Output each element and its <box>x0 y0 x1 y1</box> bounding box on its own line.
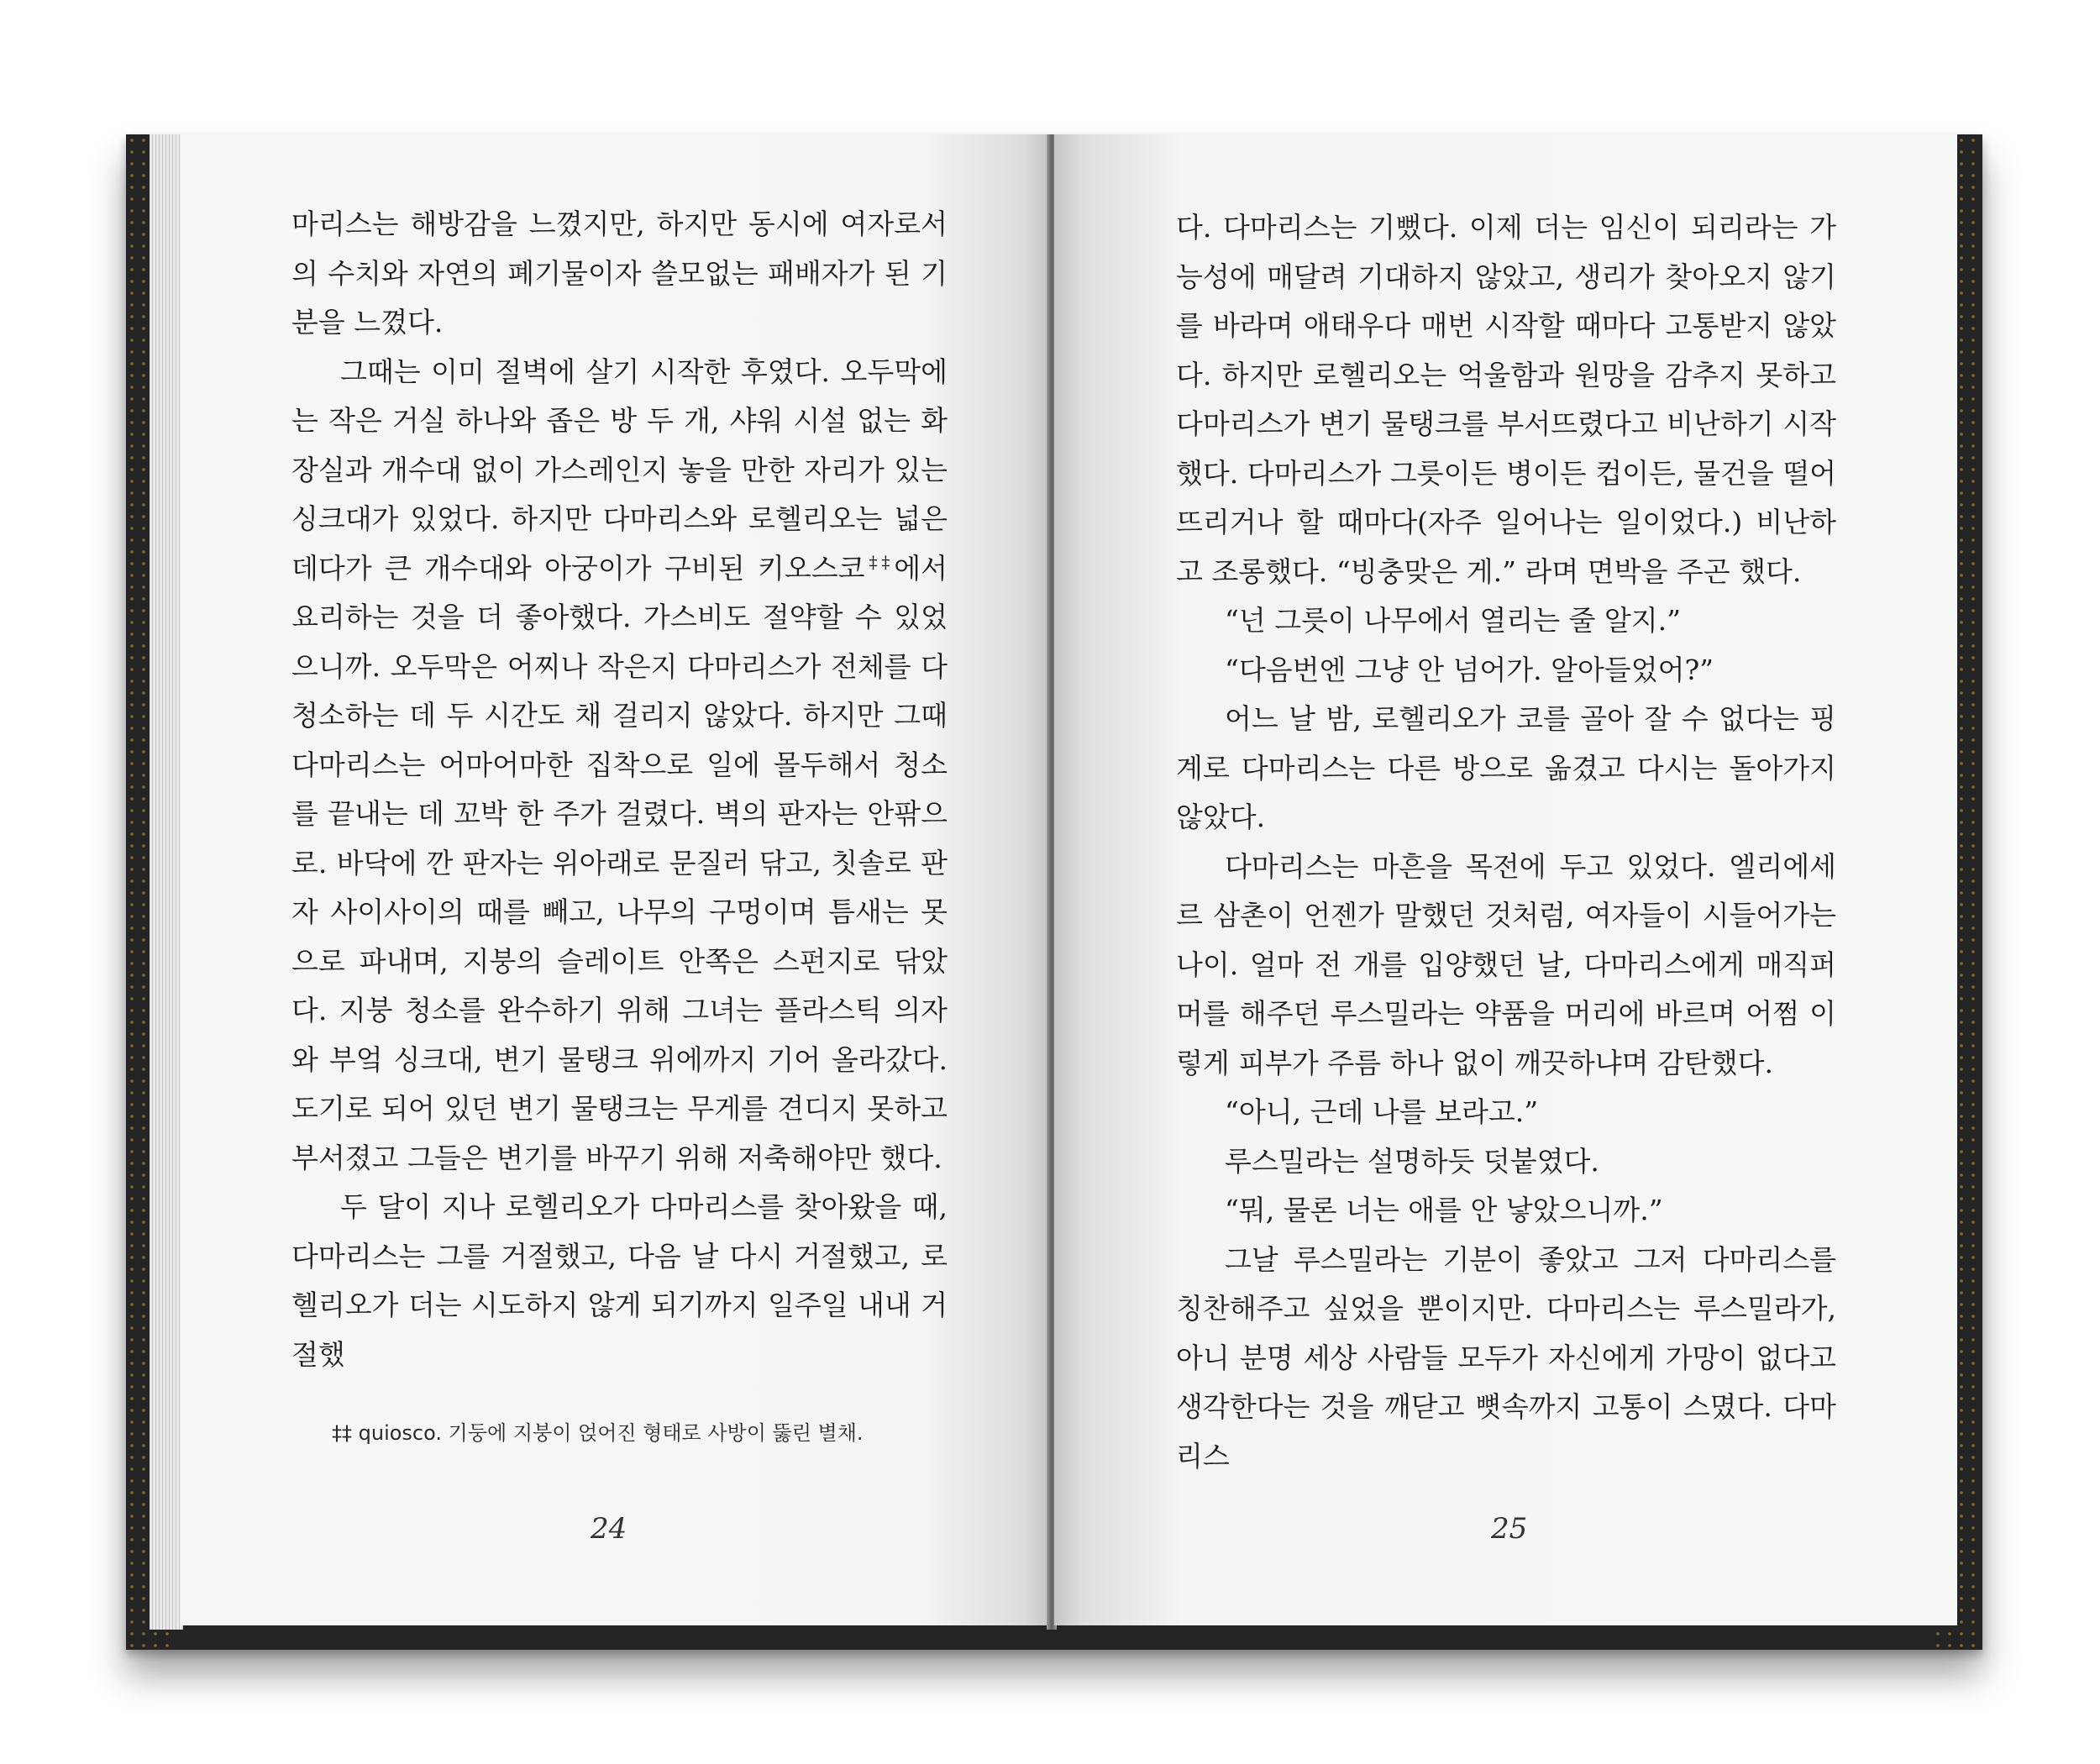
left-page <box>181 134 1050 1625</box>
right-page <box>1054 134 1957 1625</box>
page-number: 24 <box>591 1512 627 1546</box>
left-page-body <box>291 200 948 1379</box>
paragraph: “아니, 근데 나를 보라고.” <box>1225 1095 1539 1128</box>
paragraph: 어느 날 밤, 로헬리오가 코를 골아 잘 수 없다는 핑계로 다마리스는 다른 방으로 옮겼고 다시는 돌아가지 않았다. <box>1176 702 1836 833</box>
page-number: 25 <box>1491 1512 1528 1546</box>
paragraph: 루스밀라는 설명하듯 덧붙였다. <box>1225 1144 1599 1178</box>
paragraph: “뭐, 물론 너는 애를 안 낳았으니까.” <box>1225 1194 1663 1226</box>
footnote-marker: ‡‡ <box>864 551 895 572</box>
paragraph-text: 그때는 이미 절벽에 살기 시작한 후였다. 오두막에는 작은 거실 하나와 좁은 방 두 개, 샤워 시설 없는 화장실과 개수대 없이 가스레인지 놓을 만한 자리가 있는 싱크대가 있었다. 하지만 다마리스와 로헬리오는 넓은 데다가 큰 개수대와 아궁이가 구비된 키오스코 <box>291 354 948 585</box>
right-page-body <box>1176 203 1836 1481</box>
paragraph: 마리스는 해방감을 느꼈지만, 하지만 동시에 여자로서의 수치와 자연의 폐기물이자 쓸모없는 패배자가 된 기분을 느꼈다. <box>291 207 948 339</box>
paragraph: 그날 루스밀라는 기분이 좋았고 그저 다마리스를 칭찬해주고 싶었을 뿐이지만. 다마리스는 루스밀라가, 아니 분명 세상 사람들 모두가 자신에게 가망이 없다고 생각한다는 것을 깨닫고 뼛속까지 고통이 스몄다. 다마리스 <box>1176 1242 1836 1473</box>
paragraph: “넌 그릇이 나무에서 열리는 줄 알지.” <box>1225 604 1681 637</box>
paragraph-text: 에서 요리하는 것을 더 좋아했다. 가스비도 절약할 수 있었으니까. 오두막은 어찌나 작은지 다마리스가 전체를 다 청소하는 데 두 시간도 채 걸리지 않았다. 하지만 그때 다마리스는 어마어마한 집착으로 일에 몰두해서 청소를 끝내는 데 꼬박 한 주가 걸렸다. 벽의 판자는 안팎으로. 바닥에 깐 판자는 위아래로 문질러 닦고, 칫솔로 판자 사이사이의 때를 빼고, 나무의 구멍이며 틈새는 못으로 파내며, 지붕의 슬레이트 안쪽은 스펀지로 닦았다. 지붕 청소를 완수하기 위해 그녀는 플라스틱 의자와 부엌 싱크대, 변기 물탱크 위에까지 기어 올라갔다. 도기로 되어 있던 변기 물탱크는 무게를 견디지 못하고 부서졌고 그들은 변기를 바꾸기 위해 저축해야만 했다. <box>291 551 948 1174</box>
footnote: ‡‡ quiosco. 기둥에 지붕이 얹어진 형태로 사방이 뚫린 별채. <box>332 1421 864 1445</box>
paragraph <box>291 348 948 1184</box>
paragraph: 두 달이 지나 로헬리오가 다마리스를 찾아왔을 때, 다마리스는 그를 거절했고, 다음 날 다시 거절했고, 로헬리오가 더는 시도하지 않게 되기까지 일주일 내내 거절했 <box>291 1190 948 1371</box>
paragraph: 다. 다마리스는 기뻤다. 이제 더는 임신이 되리라는 가능성에 매달려 기대하지 않았고, 생리가 찾아오지 않기를 바라며 애태우다 매번 시작할 때마다 고통받지 않았다. 하지만 로헬리오는 억울함과 원망을 감추지 못하고 다마리스가 변기 물탱크를 부서뜨렸다고 비난하기 시작했다. 다마리스가 그릇이든 병이든 컵이든, 물건을 떨어뜨리거나 할 때마다(자주 일어나는 일이었다.) 비난하고 조롱했다. “빙충맞은 게.” 라며 면박을 주곤 했다. <box>1176 211 1836 588</box>
page-edges <box>150 134 183 1630</box>
paragraph: 다마리스는 마흔을 목전에 두고 있었다. 엘리에세르 삼촌이 언젠가 말했던 것처럼, 여자들이 시들어가는 나이. 얼마 전 개를 입양했던 날, 다마리스에게 매직퍼머를 해주던 루스밀라는 약품을 머리에 바르며 어쩜 이렇게 피부가 주름 하나 없이 깨끗하냐며 감탄했다. <box>1176 849 1836 1079</box>
paragraph: “다음번엔 그냥 안 넘어가. 알아들었어?” <box>1225 653 1714 686</box>
